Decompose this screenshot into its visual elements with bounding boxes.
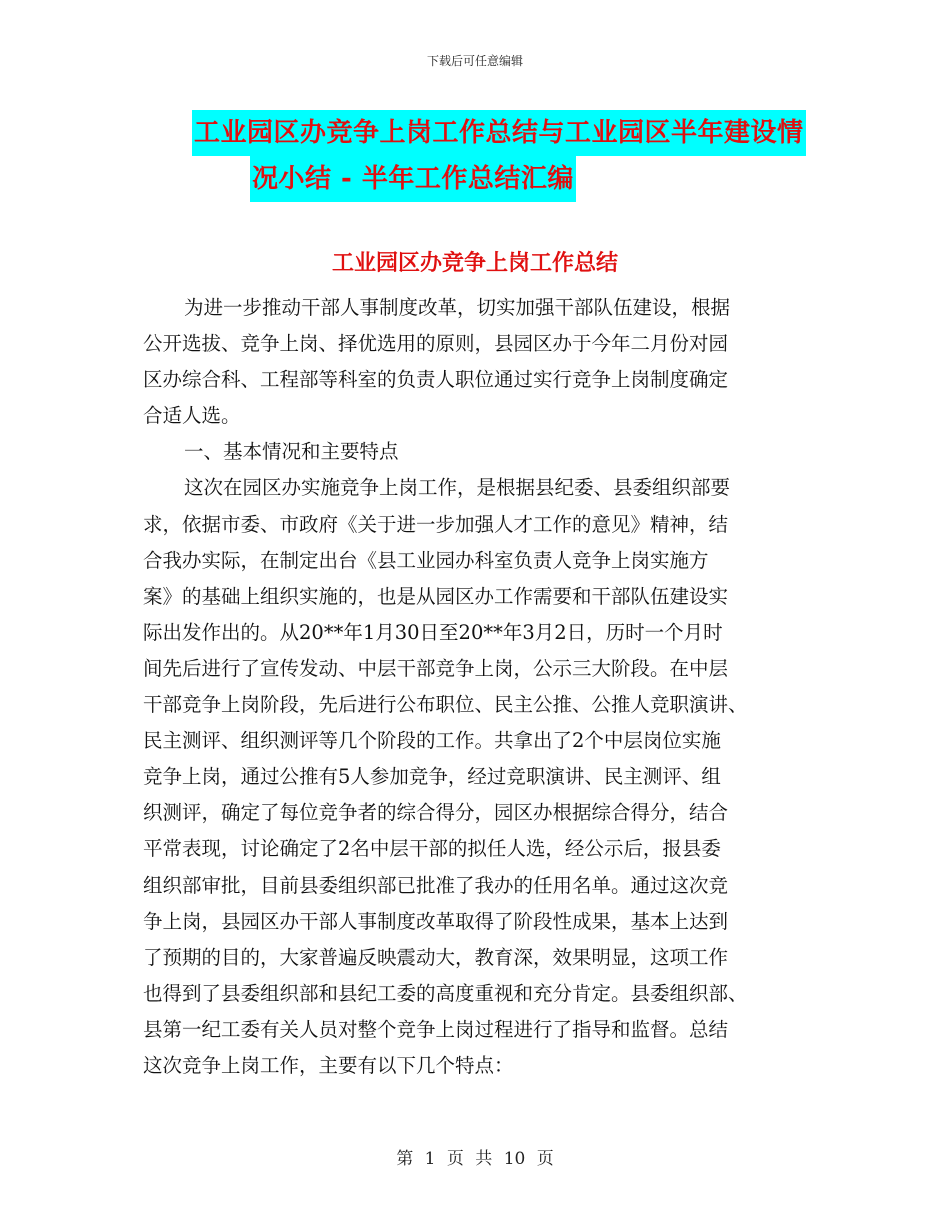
document-title-line-2: 况小结 - 半年工作总结汇编 [250, 156, 576, 202]
paragraph-line: 合适人选。 [143, 404, 241, 428]
paragraph-line: 平常表现，讨论确定了2名中层干部的拟任人选，经公示后，报县委 [143, 837, 721, 861]
paragraph-line: 求，依据市委、市政府《关于进一步加强人才工作的意见》精神，结 [143, 512, 729, 536]
paragraph-line: 争上岗，县园区办干部人事制度改革取得了阶段性成果，基本上达到 [143, 909, 729, 933]
section-heading: 一、基本情况和主要特点 [184, 440, 399, 464]
paragraph-line: 也得到了县委组织部和县纪工委的高度重视和充分肯定。县委组织部、 [143, 981, 748, 1005]
paragraph-line: 合我办实际，在制定出台《县工业园办科室负责人竞争上岗实施方 [143, 548, 709, 572]
paragraph-line: 县第一纪工委有关人员对整个竞争上岗过程进行了指导和监督。总结 [143, 1017, 729, 1041]
page-footer: 第 1 页 共 10 页 [396, 1149, 554, 1169]
paragraph-line: 这次竞争上岗工作，主要有以下几个特点： [143, 1053, 514, 1077]
paragraph-line: 为进一步推动干部人事制度改革，切实加强干部队伍建设，根据 [184, 296, 731, 319]
paragraph-line: 际出发作出的。从20**年1月30日至20**年3月2日，历时一个月时 [143, 620, 723, 644]
paragraph-line: 区办综合科、工程部等科室的负责人职位通过实行竞争上岗制度确定 [143, 368, 729, 392]
paragraph-line: 了预期的目的，大家普遍反映震动大，教育深，效果明显，这项工作 [143, 945, 729, 969]
paragraph-line: 间先后进行了宣传发动、中层干部竞争上岗，公示三大阶段。在中层 [143, 656, 729, 680]
paragraph-line: 竞争上岗，通过公推有5人参加竞争，经过竞职演讲、民主测评、组 [143, 765, 721, 789]
header-note: 下载后可任意编辑 [426, 54, 523, 68]
paragraph-line: 公开选拔、竞争上岗、择优选用的原则，县园区办于今年二月份对园 [143, 332, 729, 356]
paragraph-line: 干部竞争上岗阶段，先后进行公布职位、民主公推、公推人竞职演讲、 [143, 693, 748, 717]
paragraph-line: 案》的基础上组织实施的，也是从园区办工作需要和干部队伍建设实 [143, 584, 729, 608]
document-title-line-1: 工业园区办竞争上岗工作总结与工业园区半年建设情 [192, 110, 806, 156]
section-title: 工业园区办竞争上岗工作总结 [331, 251, 618, 276]
paragraph-line: 民主测评、组织测评等几个阶段的工作。共拿出了2个中层岗位实施 [143, 729, 721, 753]
paragraph-line: 组织部审批，目前县委组织部已批准了我办的任用名单。通过这次竞 [143, 873, 729, 897]
body-text [143, 290, 803, 1084]
paragraph-line: 织测评，确定了每位竞争者的综合得分，园区办根据综合得分，结合 [143, 801, 729, 825]
document-title [192, 110, 812, 202]
paragraph-line: 这次在园区办实施竞争上岗工作，是根据县纪委、县委组织部要 [184, 476, 731, 500]
